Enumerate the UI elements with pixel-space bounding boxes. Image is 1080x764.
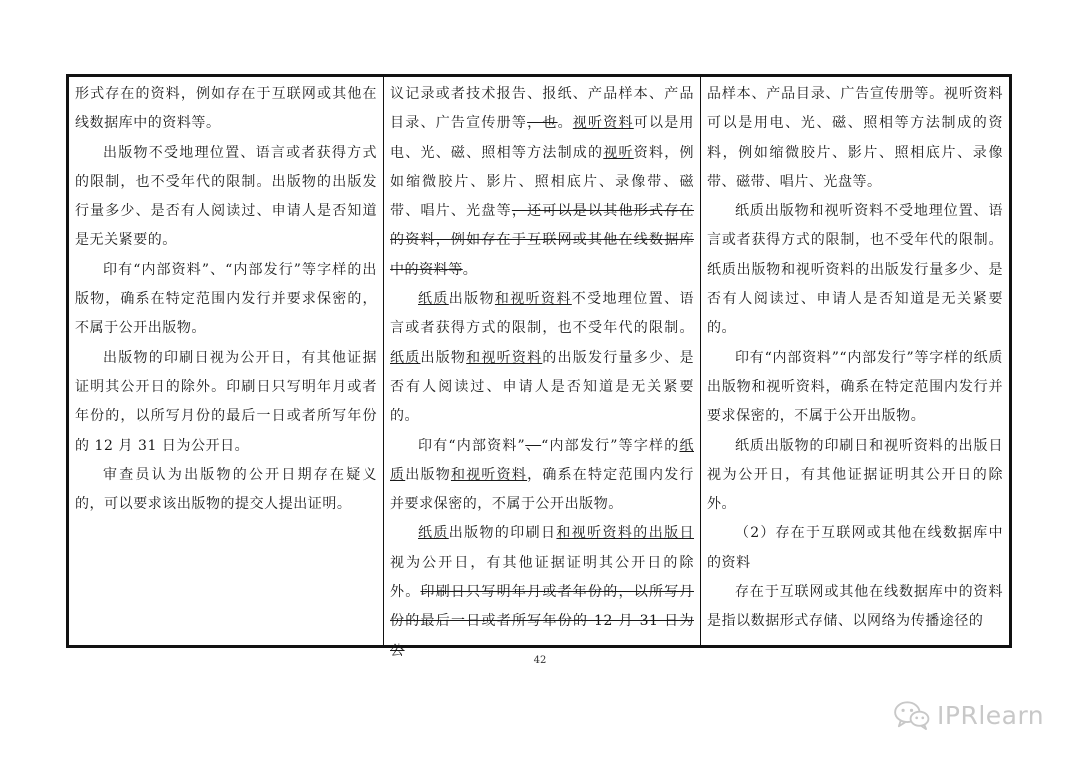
paragraph (390, 285, 694, 431)
watermark-text: IPRlearn (937, 700, 1045, 730)
paragraph (707, 578, 1003, 637)
text-segment: 出版物 (448, 291, 495, 308)
strikethrough-deletion: 印刷日只写明年月或者年份的，以所写月份的最后一日或者所写年份的 12 月 31 日为公 (390, 584, 694, 659)
wechat-icon (893, 700, 931, 730)
text-segment: 出版物的印刷日视为公开日，有其他证据证明其公开日的除外。印刷日只写明年月或者年份的，以所写月份的最后一日或者所写年份的 12 月 31 日为公开日。 (75, 349, 377, 454)
paragraph (707, 80, 1003, 197)
underlined-insertion: 视听资料 (572, 115, 634, 132)
underlined-insertion: 和视听资料 (466, 349, 543, 366)
paragraph (707, 519, 1003, 578)
text-segment: 出版物不受地理位置、语言或者获得方式的限制，也不受年代的限制。出版物的出版发行量多少、是否有人阅读过、申请人是否知道是无关紧要的。 (75, 144, 377, 249)
column-original (69, 77, 384, 645)
comparison-table (66, 74, 1012, 659)
text-segment: ，确系在特定范围内发行并要求保密的，不属于公开出版物。 (390, 466, 694, 513)
text-segment: 存在于互联网或其他在线数据库中的资料是指以数据形式存储、以网络为传播途径的 (707, 584, 1003, 630)
strikethrough-deletion: ，还可以是以其他形式存在的资料，例如存在于互联网或其他在线数据库中的资料等 (390, 203, 694, 278)
text-segment: 出版物 (420, 349, 467, 366)
text-segment: 不受地理位置、语言或者获得方式的限制，也不受年代的限制。 (390, 291, 694, 337)
text-segment: 纸质出版物和视听资料不受地理位置、语言或者获得方式的限制，也不受年代的限制。纸质出版物和视听资料的出版发行量多少、是否有人阅读过、申请人是否知道是无关紧要的。 (707, 203, 1003, 337)
text-segment: 印有“内部资料”、“内部发行”等字样的出版物，确系在特定范围内发行并要求保密的，不属于公开出版物。 (75, 261, 377, 337)
paragraph (75, 461, 377, 520)
text-segment: 印有“内部资料” (418, 437, 526, 454)
underlined-insertion: 纸质 (390, 349, 421, 366)
text-segment: （2）存在于互联网或其他在线数据库中的资料 (707, 525, 1003, 571)
paragraph (75, 256, 377, 344)
text-segment: 。 (462, 261, 478, 278)
underlined-insertion: 纸质 (418, 291, 449, 308)
text-segment: 可以是用电、光、磁、照相等方法制成的 (390, 115, 694, 161)
text-segment: 议记录或者技术报告、报纸、产品样本、产品目录、广告宣传册等 (390, 86, 694, 132)
text-segment: 出版物的印刷日 (448, 525, 557, 542)
text-segment: 形式存在的资料，例如存在于互联网或其他在线数据库中的资料等。 (75, 86, 377, 132)
paragraph (75, 344, 377, 461)
text-segment: “内部发行”等字样的 (541, 437, 680, 454)
text-segment: 出版物 (405, 466, 451, 483)
underlined-insertion: 纸质 (418, 525, 449, 542)
page-number: 42 (533, 655, 547, 666)
paragraph (75, 139, 377, 256)
text-segment: 品样本、产品目录、广告宣传册等。视听资料可以是用电、光、磁、照相等方法制成的资料，例如缩微胶片、影片、照相底片、录像带、磁带、唱片、光盘等。 (707, 86, 1003, 190)
column-revised (701, 77, 1009, 645)
strikethrough-deletion: ，也 (527, 115, 558, 132)
text-segment: 印有“内部资料”“内部发行”等字样的纸质出版物和视听资料，确系在特定范围内发行并要求保密的，不属于公开出版物。 (707, 349, 1003, 425)
strikethrough-deletion: 、 (525, 437, 542, 454)
paragraph (390, 432, 694, 520)
text-segment: 审查员认为出版物的公开日期存在疑义的，可以要求该出版物的提交人提出证明。 (75, 466, 377, 513)
column-revision-marked (384, 77, 701, 659)
underlined-insertion: 纸质 (390, 437, 694, 483)
paragraph (390, 80, 694, 285)
underlined-insertion: 和视听资料 (494, 291, 572, 308)
text-segment: 。 (557, 115, 573, 132)
underlined-insertion: 和视听资料的出版日 (556, 525, 694, 542)
paragraph (707, 432, 1003, 520)
text-segment: 纸质出版物的印刷日和视听资料的出版日视为公开日，有其他证据证明其公开日的除外。 (707, 437, 1003, 513)
paragraph (390, 519, 694, 665)
paragraph (707, 344, 1003, 432)
text-segment: 的出版发行量多少、是否有人阅读过、申请人是否知道是无关紧要的。 (390, 349, 694, 425)
paragraph (707, 197, 1003, 343)
underlined-insertion: 和视听资料 (450, 466, 528, 483)
paragraph (75, 80, 377, 139)
text-segment: 视为公开日，有其他证据证明其公开日的除外。 (390, 554, 694, 601)
underlined-insertion: 视听 (603, 144, 634, 161)
watermark (893, 700, 1044, 730)
text-segment: 资料，例如缩微胶片、影片、照相底片、录像带、磁带、唱片、光盘等 (390, 144, 694, 220)
